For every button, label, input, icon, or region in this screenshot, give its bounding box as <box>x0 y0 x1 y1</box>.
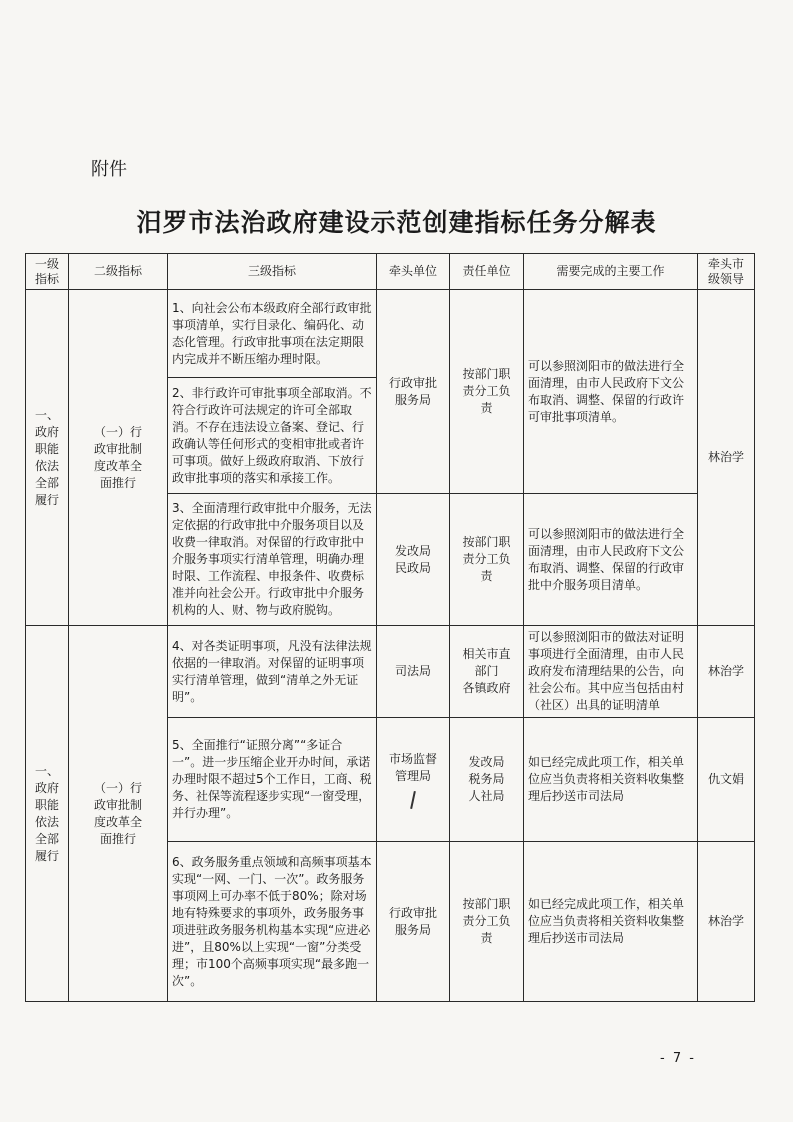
lead-unit-text: 行政审批 服务局 <box>388 375 437 407</box>
lead-unit-cell <box>377 626 450 718</box>
level2-text: （一）行 政审批制 度改革全 面推行 <box>93 424 142 490</box>
lead-unit-cell <box>377 842 450 1002</box>
main-work-text: 如已经完成此项工作，相关单位应当负责将相关资料收集整理后抄送市司法局 <box>528 755 685 803</box>
level1-text: 一、 政府 职能 依法 全部 履行 <box>34 763 59 863</box>
main-work-text: 可以参照浏阳市的做法进行全面清理，由市人民政府下文公布取消、调整、保留的行政审批中介服务项目清单。 <box>528 526 685 592</box>
level3-cell <box>168 378 377 494</box>
header-level1 <box>26 254 69 290</box>
handwritten-slash-mark <box>410 790 416 808</box>
level3-text: 3、全面清理行政审批中介服务，无法定依据的行政审批中介服务项目以及收费一律取消。对保留的行政审批中介服务事项实行清单管理，明确办理时限、工作流程、申报条件、收费标准并向社会公开。行政审批中介服务机构的人、财、物与政府脱钩。 <box>172 501 372 617</box>
page-number: - 7 - <box>660 1051 696 1066</box>
lead-unit-cell <box>377 718 450 842</box>
level3-text: 4、对各类证明事项，凡没有法律法规依据的一律取消。对保留的证明事项实行清单管理，做到“清单之外无证明”。 <box>172 638 372 704</box>
level2-cell <box>69 290 168 626</box>
level3-cell <box>168 842 377 1002</box>
main-work-text: 可以参照浏阳市的做法对证明事项进行全面清理，由市人民政府发布清理结果的公告，向社会公布。其中应当包括由村（社区）出具的证明清单 <box>528 630 685 712</box>
main-work-cell <box>524 842 698 1002</box>
leader-cell <box>698 842 755 1002</box>
header-lead-unit <box>377 254 450 290</box>
header-level3 <box>168 254 377 290</box>
document-title: 汨罗市法治政府建设示范创建指标任务分解表 <box>136 208 657 237</box>
responsible-unit-text: 相关市直 部门 各镇政府 <box>462 647 511 695</box>
table-row <box>26 626 755 718</box>
leader-cell <box>698 718 755 842</box>
lead-unit-text: 发改局 民政局 <box>394 543 431 575</box>
leader-name: 林治学 <box>707 450 744 464</box>
main-work-text: 可以参照浏阳市的做法进行全面清理，由市人民政府下文公布取消、调整、保留的行政许可审批事项清单。 <box>528 358 685 424</box>
header-main-work <box>524 254 698 290</box>
level3-text: 2、非行政许可审批事项全部取消。不符合行政许可法规定的许可全部取消。不存在违法设立备案、登记、行政确认等任何形式的变相审批或者许可事项。做好上级政府取消、下放行政审批事项的落实和承接工作。 <box>172 385 372 485</box>
header-text: 责任单位 <box>462 264 511 278</box>
header-responsible-unit <box>450 254 524 290</box>
level3-cell <box>168 626 377 718</box>
lead-unit-text: 司法局 <box>394 664 431 678</box>
task-table <box>25 253 755 1002</box>
header-text: 牵头市 级领导 <box>707 256 744 286</box>
level2-text: （一）行 政审批制 度改革全 面推行 <box>93 780 142 846</box>
level2-cell <box>69 626 168 1002</box>
header-text: 牵头单位 <box>388 264 437 278</box>
level1-cell <box>26 290 69 626</box>
lead-unit-text: 市场监督 管理局 <box>388 751 437 783</box>
main-work-cell <box>524 290 698 494</box>
lead-unit-cell <box>377 494 450 626</box>
header-text: 一级 指标 <box>34 256 59 286</box>
level3-cell <box>168 494 377 626</box>
main-work-cell <box>524 494 698 626</box>
table-header-row <box>26 254 755 290</box>
header-level2 <box>69 254 168 290</box>
lead-unit-text: 行政审批 服务局 <box>388 905 437 937</box>
main-work-cell <box>524 626 698 718</box>
header-leader <box>698 254 755 290</box>
level3-cell <box>168 718 377 842</box>
responsible-unit-cell <box>450 626 524 718</box>
header-text: 三级指标 <box>247 264 296 278</box>
responsible-unit-cell <box>450 290 524 494</box>
annex-label: 附件 <box>91 159 127 180</box>
responsible-unit-text: 发改局 税务局 人社局 <box>468 755 505 803</box>
responsible-unit-cell <box>450 494 524 626</box>
responsible-unit-text: 按部门职 责分工负 责 <box>462 897 511 945</box>
leader-cell <box>698 626 755 718</box>
leader-name: 林治学 <box>707 664 744 678</box>
level1-cell <box>26 626 69 1002</box>
level3-cell <box>168 290 377 378</box>
lead-unit-cell <box>377 290 450 494</box>
main-work-text: 如已经完成此项工作，相关单位应当负责将相关资料收集整理后抄送市司法局 <box>528 897 685 945</box>
level3-text: 5、全面推行“证照分离”“多证合一”。进一步压缩企业开办时间，承诺办理时限不超过5个工作日，工商、税务、社保等流程逐步实现“一窗受理，并行办理”。 <box>172 738 372 820</box>
level3-text: 1、向社会公布本级政府全部行政审批事项清单，实行目录化、编码化、动态化管理。行政审批事项在法定期限内完成并不断压缩办理时限。 <box>172 300 372 366</box>
header-text: 二级指标 <box>93 264 142 278</box>
table-row <box>26 290 755 378</box>
main-work-cell <box>524 718 698 842</box>
leader-cell <box>698 290 755 626</box>
leader-name: 林治学 <box>707 914 744 928</box>
header-text: 需要完成的主要工作 <box>556 264 665 278</box>
responsible-unit-text: 按部门职 责分工负 责 <box>462 535 511 583</box>
leader-name: 仇文娟 <box>707 772 744 786</box>
responsible-unit-cell <box>450 842 524 1002</box>
responsible-unit-text: 按部门职 责分工负 责 <box>462 367 511 415</box>
level1-text: 一、 政府 职能 依法 全部 履行 <box>34 407 59 507</box>
level3-text: 6、政务服务重点领域和高频事项基本实现“一网、一门、一次”。政务服务事项网上可办率不低于80%；除对场地有特殊要求的事项外，政务服务事项进驻政务服务机构基本实现“应进必进”，且80%以上实现“一窗”分类受理；市100个高频事项实现“最多跑一次”。 <box>172 854 372 988</box>
responsible-unit-cell <box>450 718 524 842</box>
